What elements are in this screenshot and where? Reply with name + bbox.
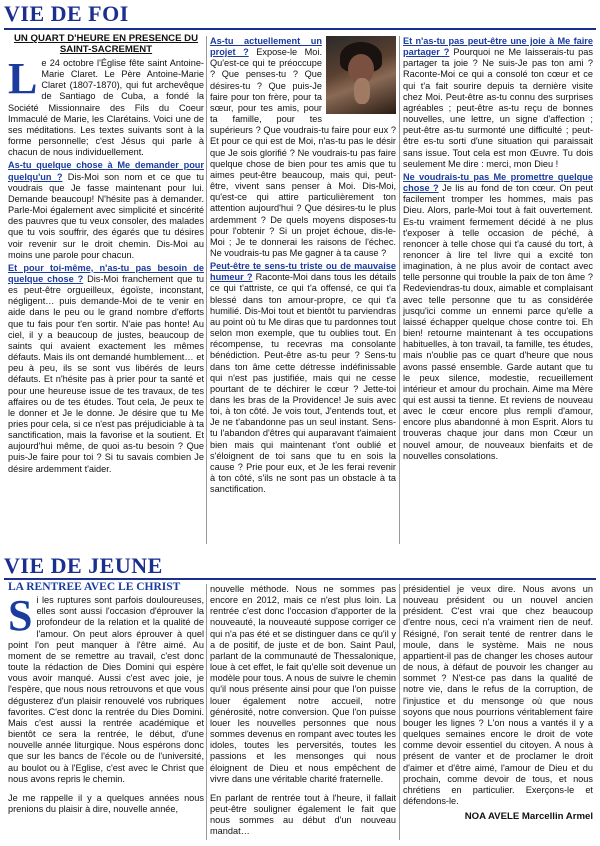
paragraph-text: Je lis au fond de ton cœur. On peut facilement tromper les hommes, mais pas Dieu. Alors, parle-Moi tout à fait ouvertement. Es-tu vraiment fermement décidé à ne plus t'exposer à telle occasion de péché, à renoncer à telle chose qui t'a causé du tort, à renoncer à lire tel livre qui a excité ton imagination, à ne plus avoir de contact avec telle personne qui trouble la paix de ton âme ? Redeviendras-tu doux, aimable et complaisant avec telle personne que tu as considérée jusqu'ici comme un ennemi parce qu'elle a laissé échapper quelque chose contre toi. Eh bien! retourne maintenant à tes occupations habituelles, à ton travail, ta famille, tes études, mais n'oublie pas ce quart d'heure que nous avons passé ensemble. Garde autant que tu le peux silence, modestie, recueillement intérieur et amour du prochain. Aime ma Mère qui est aussi ta tienne. Et reviens de nouveau avec le cœur encore plus rempli d'amour, encore plus abandonné à mon Esprit. Alors tu trouveras chaque jour dans mon Cœur un nouvel amour, de nouveaux bienfaits et de nouvelles consolations. (403, 183, 593, 461)
paragraph-text: Dis-Moi franchement que tu es peut-être orgueilleux, égoïste, inconstant, négligent… puis demande-Moi de te venir en aide dans le peu ou le grand nombre d'efforts que tu fais pour t'en sortir. N'aie pas honte! Au ciel, il y a beaucoup de justes, beaucoup de saints qui avaient exactement les mêmes défauts. Mais ils ont demandé humblement… et peu à peu, ils se sont vus libérés de leurs défauts. Et n'hésite pas à prier pour ta santé et pour une heureuse issue de tes travaux, de tes affaires ou de tes études. Tout cela, Je peux te le donner et Je le donne. Je désire que tu Me pries pour cela, si ce n'est pas préjudiciable à ta sanctification, mais la favorise et la soutient. Et aujourd'hui même, de quoi as-tu besoin ? Que puis-Je faire pour toi ? Si tu savais combien Je désire ardemment t'aider. (8, 273, 204, 474)
paragraph (8, 591, 204, 785)
question-heading: As-tu quelque chose à Me demander pour quelqu'un ? (8, 160, 204, 182)
jeune-column-1 (8, 582, 204, 840)
paragraph-text: Dis-Moi son nom et ce que tu voudrais que Je fasse maintenant pour lui. Demande beaucoup! N'hésite pas à demander. Parle-Moi également avec simplicité et sincérité des pauvres que tu veux consoler, des malades que tu vois souffrir, des égarés que tu désires voir revenir sur le droit chemin. Dis-Moi au moins une parole pour chacun. (8, 171, 204, 260)
author-signature: NOA AVELE Marcellin Armel (464, 811, 593, 823)
intro-paragraph (8, 54, 204, 158)
paragraph-text: Raconte-Moi dans tous les détails ce qui t'attriste, ce qui t'a offensé, ce qui t'a blessé dans ton amour-propre, ce qui t'a humilié. Dis-Moi tout et bientôt tu parviendras au point où tu Me diras que tu pardonnes tout selon mon exemple, que tu oublies tout. En récompense, tu recevras ma consolante bénédiction. Peut-être as-tu peur ? Sens-tu dans ton âme cette détresse indéfinissable qui n'est pas justifiée, mais qui ne cesse pourtant de te déchirer le cœur ? Jette-toi dans les bras de la Providence! Je suis avec toi, à ton côté. Je vois tout, J'entends tout, et Je ne t'abandonne pas un seul instant. Sens-tu l'abandon d'êtres qui auparavant t'aimaient bien mais qui maintenant t'ont oublié et s'éloignent de toi sans que tu en sois la cause ? Prie pour eux, et Je les ferai revenir à ton côté, s'ils ne sont pas un obstacle à ta sanctification. (210, 272, 396, 495)
column-divider (206, 584, 207, 840)
paragraph-q1 (8, 160, 204, 260)
paragraph-q5 (403, 36, 593, 170)
paragraph-q6 (403, 172, 593, 462)
intro-text: e 24 octobre l'Église fête saint Antoine-Marie Claret. Le Père Antoine-Marie Claret (1807-1870), qui fut archevêque de Santiago de Cuba, a fondé la Société Missionnaire des Fils du Coeur Immaculé de Marie, les Clarétains. Voici une de ses méditations. Les textes suivants sont à la forme personnelle; c'est Jésus qui parle à chacun de nous individuellement. (8, 58, 204, 158)
paragraph-q4 (210, 261, 396, 495)
article-title: UN QUART D'HEURE EN PRESENCE DU SAINT-SACREMENT (13, 33, 199, 55)
question-heading: Et n'as-tu pas peut-être une joie à Me faire partager ? (403, 36, 593, 58)
paragraph-text: Pourquoi ne Me laisserais-tu pas partager ta joie ? Ne suis-Je pas ton ami ? Raconte-Moi ce qui a consolé ton cœur et ce qui t'a fait sourire depuis ta dernière visite chez Moi. Peut-être as-tu connu des surprises agréables ; peut-être as-tu reçu de bonnes nouvelles, une lettre, un signe d'affection ; peut-être as-tu surmonté une difficulté ; peut-être es-tu sorti d'une situation qui paraissait sans issue. Tout cela est mon Œuvre. Tu dois seulement Me dire : merci, mon Dieu ! (403, 47, 593, 169)
paragraph: présidentiel je veux dire. Nous avons un nouveau président ou un nouvel ancien président. C'est vrai que chez beaucoup d'entre nous, ceci n'a vraiment rien de neuf. Résigné, l'on serait tenté de rentrer dans le moule, dans le système. Mais ne nous appartient-il pas de changer les choses autour de nous, à défaut de pouvoir les changer au sommet ? N'est-ce pas dans la qualité de notre vie, dans le refus de la corruption, de l'injustice et du mensonge où que nous soyons que nous pourrions véritablement faire bouger les lignes ? L'on nous a vantés il y a quelques semaines encore le droit de vote comme devoir essentiel du citoyen. A nous à présent de vanter et de proclamer le droit d'aimer et d'être aimé, l'amour de Dieu et du prochain, comme devoir de tous, et nous chrétiens en particulier. Exerçons-le et défendons-le. (403, 584, 593, 806)
column-divider (399, 36, 400, 544)
question-heading: Ne voudrais-tu pas Me promettre quelque chose ? (403, 171, 593, 194)
foi-column-3 (403, 36, 593, 546)
column-divider (206, 36, 207, 544)
section-heading-vie-de-jeune: VIE DE JEUNE (4, 554, 596, 580)
paragraph-q2 (8, 263, 204, 475)
paragraph-text: Expose-le Moi. Qu'est-ce qui te préoccupe ? Que penses-tu ? Que désires-tu ? Que puis-Je faire pour ton frère, pour ta sœur, pour tes amis, pour ta famille, pour tes supérieurs ? Que voudrais-tu faire pour eux ? Et pour ce qui est de Moi, n'as-tu pas le désir que Je sois glorifié ? Ne voudrais-tu pas faire quelque chose de bien pour tes amis que tu aimes peut-être beaucoup, mais qui, peut-être, vivent sans penser à Moi. Dis-Moi, qu'est-ce qui attire particulièrement ton attention aujourd'hui ? Que désires-tu le plus ardemment ? De quels moyens disposes-tu pour l'obtenir ? Si un projet échoue, dis-le-Moi ; Je te donnerai les raisons de l'échec. Ne voudrais-tu pas Me gagner à ta cause ? (210, 47, 396, 258)
foi-column-1 (8, 33, 204, 545)
paragraph: Je me rappelle il y a quelques années nous prenions du plaisir à dire, nouvelle année, (8, 792, 204, 814)
praying-person-photo (326, 36, 396, 114)
section-heading-vie-de-foi: VIE DE FOI (4, 2, 596, 30)
jeune-column-2 (210, 584, 396, 840)
article-title: LA RENTREE AVEC LE CHRIST (8, 582, 181, 593)
paragraph: nouvelle méthode. Nous ne sommes pas encore en 2012, mais ce n'est plus loin. La rentrée c'est donc l'occasion d'apporter de la nouveauté, la nouveauté suppose corriger ce qui n'a pas été et se distinguer dans ce qu'il y a de positif, de juste et de bon. Saint Paul, parlant de la communauté de Thessalonique, loue à cet effet, le fait qu'elle soit devenue un modèle pour tous. A nous de suivre le chemin qu'il nous présente ainsi pour que l'on puisse louer également notre accueil, notre générosité, notre conversion. Que l'on puisse louer les nouvelles personnes que nous sommes devenus en rompant avec toutes les idoles, toutes les perversités, toutes les passions et les mensonges qui nous éloignent de Dieu et nous empêchent de vivre dans une véritable charité fraternelle. (210, 584, 396, 784)
paragraph: En parlant de rentrée tout à l'heure, il fallait peut-être souligner également le fait que nous sommes au début d'un nouveau mandat… (210, 792, 396, 837)
drop-cap: L (8, 54, 38, 103)
question-heading: Peut-être te sens-tu triste ou de mauvaise humeur ? (210, 261, 396, 283)
paragraph-text: i les ruptures sont parfois douloureuses, elles sont aussi l'occasion d'éprouver la profondeur de la relation et la qualité de l'amour. On peut alors éprouver à quel point l'on peut manquer à l'être aimé. Au moment de se remettre au travail, c'est donc toute la rédaction de Dies Domini qui espère vous avoir manqué. Aussi c'est avec joie, je l'espère, que nous nous retrouvons et que vous dégusterez d'un plaisir renouvelé vos rubriques favorites. C'est donc la rentrée du Dies Domini. Mais c'est aussi la rentrée académique et bientôt ce sera la rentrée, le début, d'une nouvelle année liturgique. Nous espérons donc que sur les bancs de l'école ou de l'université, au boulot ou à l'Eglise, c'est avec le Christ que nous avons repris le chemin. (8, 595, 204, 784)
foi-column-2 (210, 36, 396, 546)
column-divider (399, 584, 400, 840)
jeune-column-3 (403, 584, 593, 840)
question-heading: As-tu actuellement un projet ? (210, 36, 322, 58)
question-heading: Et pour toi-même, n'as-tu pas besoin de quelque chose ? (8, 262, 204, 284)
drop-cap: S (8, 591, 33, 641)
